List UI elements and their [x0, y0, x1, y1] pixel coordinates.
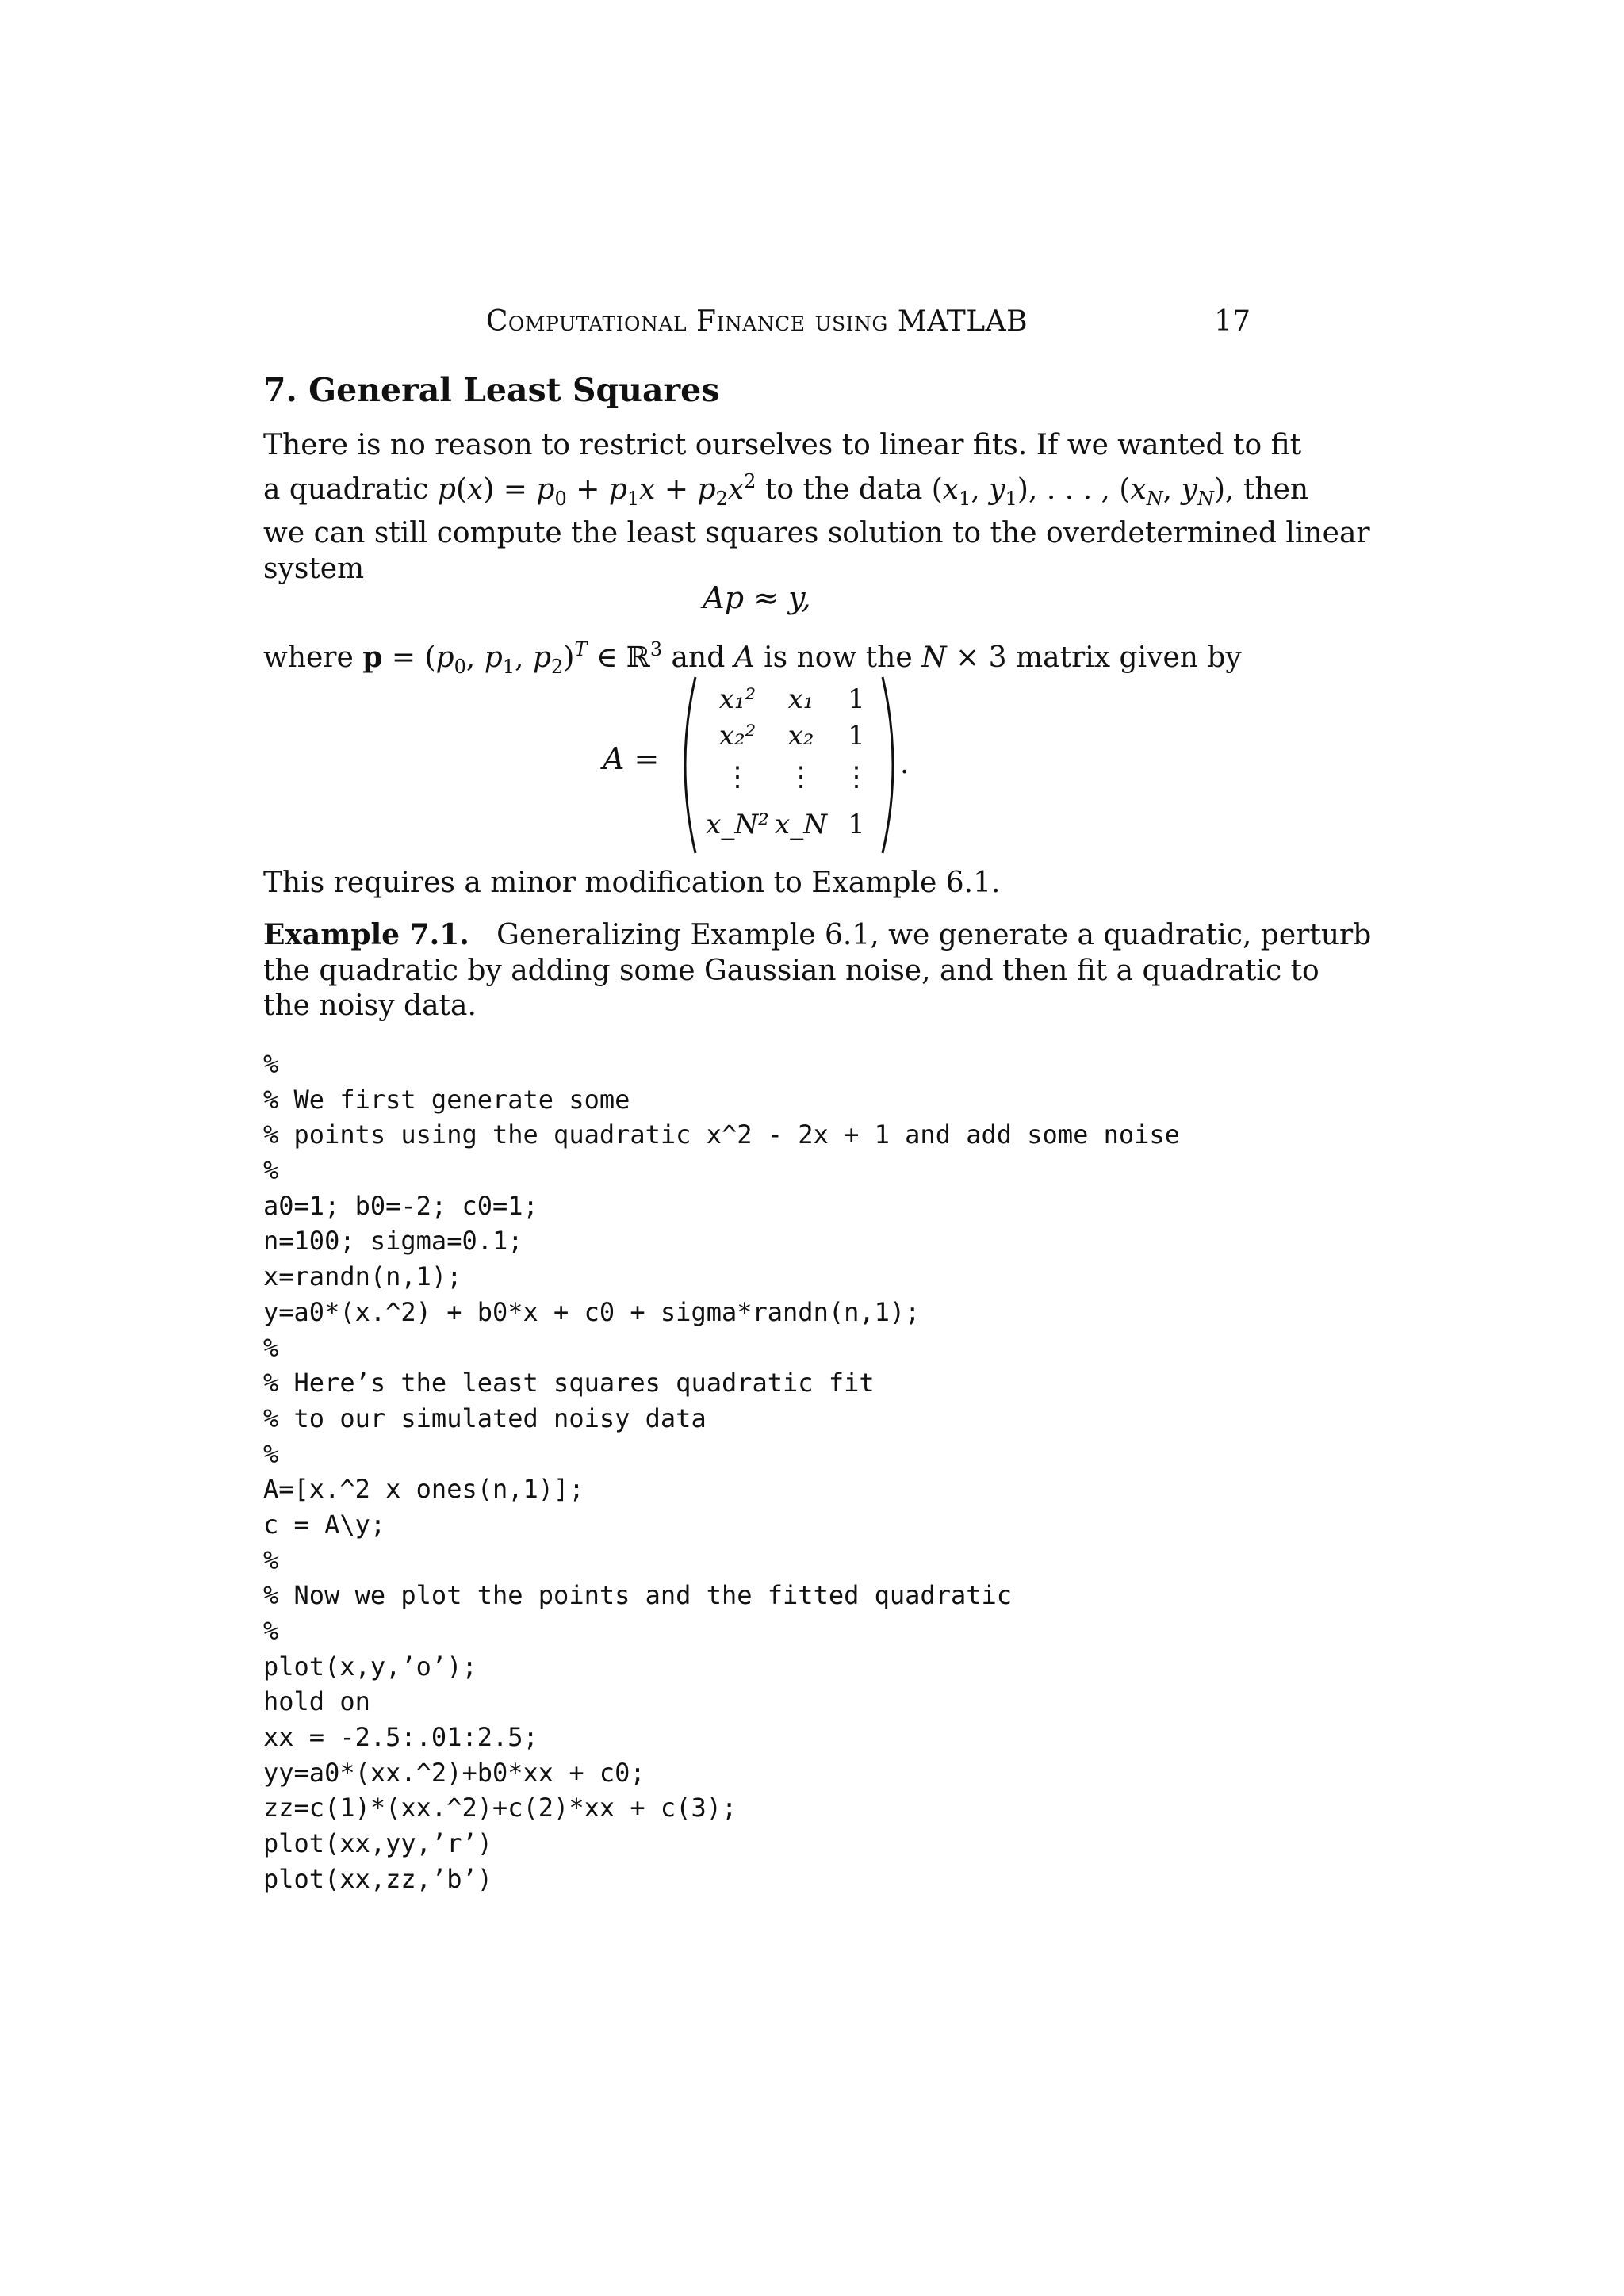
- matrix-cell: x_N²: [706, 809, 769, 840]
- code-line: plot(x,y,’o’);: [263, 1651, 477, 1682]
- matrix-cell: 1: [848, 809, 865, 840]
- intro-line-4: system: [263, 553, 365, 586]
- code-line: %: [263, 1616, 279, 1646]
- intro-line-3: we can still compute the least squares solution to the overdetermined linear: [263, 517, 1370, 550]
- matrix-cell: x₂: [787, 720, 814, 752]
- code-line: plot(xx,yy,’r’): [263, 1828, 492, 1859]
- code-line: a0=1; b0=-2; c0=1;: [263, 1190, 538, 1221]
- code-line: %: [263, 1155, 279, 1186]
- intro-line-2: a quadratic $p(x) = p_0 + p_1x + p_2x^2$ to the data ($x_1$, $y_1$), . . . , ($x_N$, $y_N$), then: [263, 469, 1309, 510]
- code-line: yy=a0*(xx.^2)+b0*xx + c0;: [263, 1757, 645, 1788]
- code-line: y=a0*(x.^2) + b0*x + c0 + sigma*randn(n,1);: [263, 1296, 921, 1327]
- code-listing: [263, 1047, 1180, 1897]
- code-line: hold on: [263, 1686, 370, 1717]
- intro-paragraph: [263, 428, 1370, 587]
- code-line: x=randn(n,1);: [263, 1261, 462, 1292]
- example-paragraph: [263, 917, 1372, 1024]
- code-line: n=100; sigma=0.1;: [263, 1226, 523, 1257]
- code-line: % Here’s the least squares quadratic fit: [263, 1368, 875, 1399]
- code-line: %: [263, 1332, 279, 1363]
- intro-line-1: There is no reason to restrict ourselves to linear fits. If we wanted to fit: [263, 429, 1302, 461]
- matrix-cell: 1: [848, 720, 865, 752]
- code-line: % to our simulated noisy data: [263, 1402, 707, 1433]
- code-line: c = A\y;: [263, 1509, 386, 1540]
- modification-note: This requires a minor modification to Example 6.1.: [263, 867, 1001, 899]
- example-label: Example 7.1.: [263, 918, 469, 951]
- code-line: %: [263, 1544, 279, 1575]
- example-line-2: the quadratic by adding some Gaussian noise, and then fit a quadratic to: [263, 954, 1320, 987]
- matrix-cell: x_N: [775, 809, 827, 840]
- running-title: Computational Finance using MATLAB: [485, 305, 1028, 338]
- matrix-label: A =: [603, 741, 660, 776]
- code-line: xx = -2.5:.01:2.5;: [263, 1722, 538, 1753]
- matrix-period: .: [900, 748, 910, 780]
- section-heading: [263, 371, 719, 409]
- matrix-cell: 1: [848, 683, 865, 715]
- code-line: % Now we plot the points and the fitted quadratic: [263, 1580, 1013, 1611]
- code-line: %: [263, 1438, 279, 1469]
- section-title: General Least Squares: [308, 371, 720, 409]
- matrix-cell: ⋮: [724, 761, 751, 793]
- modification-paragraph: [263, 866, 1251, 901]
- where-line: where $p = (p_0$, $p_1$, $p_2)^T$ ∈ ℝ$^3$ and A is now the N × 3 matrix given by: [263, 638, 1242, 678]
- matrix-A: [678, 674, 900, 856]
- code-line: plot(xx,zz,’b’): [263, 1863, 492, 1894]
- example-line-3: the noisy data.: [263, 989, 477, 1023]
- code-line: zz=c(1)*(xx.^2)+c(2)*xx + c(3);: [263, 1793, 737, 1823]
- display-equation: Ap ≈ y,: [703, 580, 811, 615]
- page-number: 17: [1214, 305, 1251, 338]
- code-line: A=[x.^2 x ones(n,1)];: [263, 1474, 584, 1505]
- running-header: [263, 305, 1251, 345]
- code-line: %: [263, 1049, 279, 1079]
- code-line: % We first generate some: [263, 1084, 630, 1115]
- code-line: % points using the quadratic x^2 - 2x + 1 and add some noise: [263, 1119, 1180, 1150]
- section-number: 7.: [263, 371, 297, 409]
- matrix-cell: ⋮: [843, 761, 870, 793]
- matrix-cell: x₂²: [718, 720, 756, 752]
- matrix-cell: x₁²: [718, 683, 756, 715]
- matrix-cell: ⋮: [787, 761, 814, 793]
- example-line-1: Example 7.1. Generalizing Example 6.1, we generate a quadratic, perturb: [263, 918, 1372, 951]
- matrix-cell: x₁: [787, 683, 814, 715]
